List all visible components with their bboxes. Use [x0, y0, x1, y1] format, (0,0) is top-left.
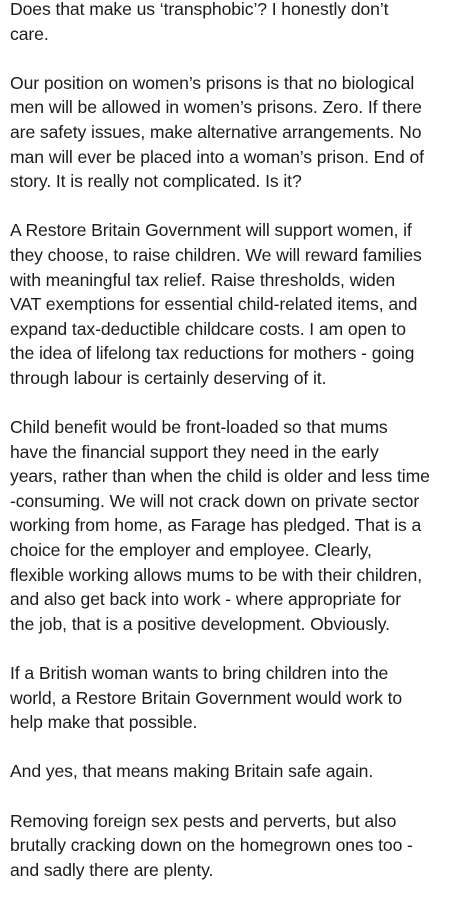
paragraph-removing: [10, 809, 468, 883]
text-line: brutally cracking down on the homegrown ones too -: [10, 835, 413, 856]
text-line: and also get back into work - where appropriate for: [10, 589, 401, 610]
post-body: [10, 0, 468, 907]
text-line: choice for the employer and employee. Clearly,: [10, 540, 372, 561]
paragraph-prisons: [10, 71, 468, 194]
text-line: are safety issues, make alternative arrangements. No: [10, 121, 422, 142]
paragraph-safe-again: [10, 759, 468, 784]
text-line: have the financial support they need in the early: [10, 441, 379, 462]
text-line: the job, that is a positive development. Obviously.: [10, 613, 390, 634]
text-line: through labour is certainly deserving of it.: [10, 367, 327, 388]
text-line: Our position on women’s prisons is that no biological: [10, 72, 415, 93]
text-line: with meaningful tax relief. Raise thresholds, widen: [10, 269, 396, 290]
paragraph-british-woman: [10, 661, 468, 735]
text-line: If a British woman wants to bring children into the: [10, 663, 389, 684]
text-line: working from home, as Farage has pledged. That is a: [10, 515, 422, 536]
text-line: help make that possible.: [10, 712, 198, 733]
paragraph-transphobic: [10, 0, 468, 46]
paragraph-child-benefit: [10, 415, 468, 636]
text-line: care.: [10, 23, 49, 44]
text-line: men will be allowed in women’s prisons. Zero. If there: [10, 97, 422, 118]
text-line: story. It is really not complicated. Is it?: [10, 171, 302, 192]
text-line: Child benefit would be front-loaded so that mums: [10, 417, 388, 438]
text-line: man will ever be placed into a woman’s prison. End of: [10, 146, 424, 167]
paragraph-tax-relief: [10, 218, 468, 390]
text-line: the idea of lifelong tax reductions for mothers - going: [10, 343, 415, 364]
text-line: years, rather than when the child is older and less time: [10, 466, 430, 487]
text-line: And yes, that means making Britain safe again.: [10, 761, 374, 782]
text-line: expand tax-deductible childcare costs. I am open to: [10, 318, 406, 339]
text-line: flexible working allows mums to be with their children,: [10, 564, 423, 585]
text-line: Does that make us ‘transphobic’? I honestly don’t: [10, 0, 389, 19]
text-line: they choose, to raise children. We will reward families: [10, 244, 422, 265]
text-line: and sadly there are plenty.: [10, 859, 214, 880]
text-line: world, a Restore Britain Government would work to: [10, 687, 403, 708]
text-line: A Restore Britain Government will support women, if: [10, 220, 412, 241]
text-line: -consuming. We will not crack down on private sector: [10, 490, 420, 511]
text-line: VAT exemptions for essential child-related items, and: [10, 294, 418, 315]
text-line: Removing foreign sex pests and perverts, but also: [10, 810, 397, 831]
